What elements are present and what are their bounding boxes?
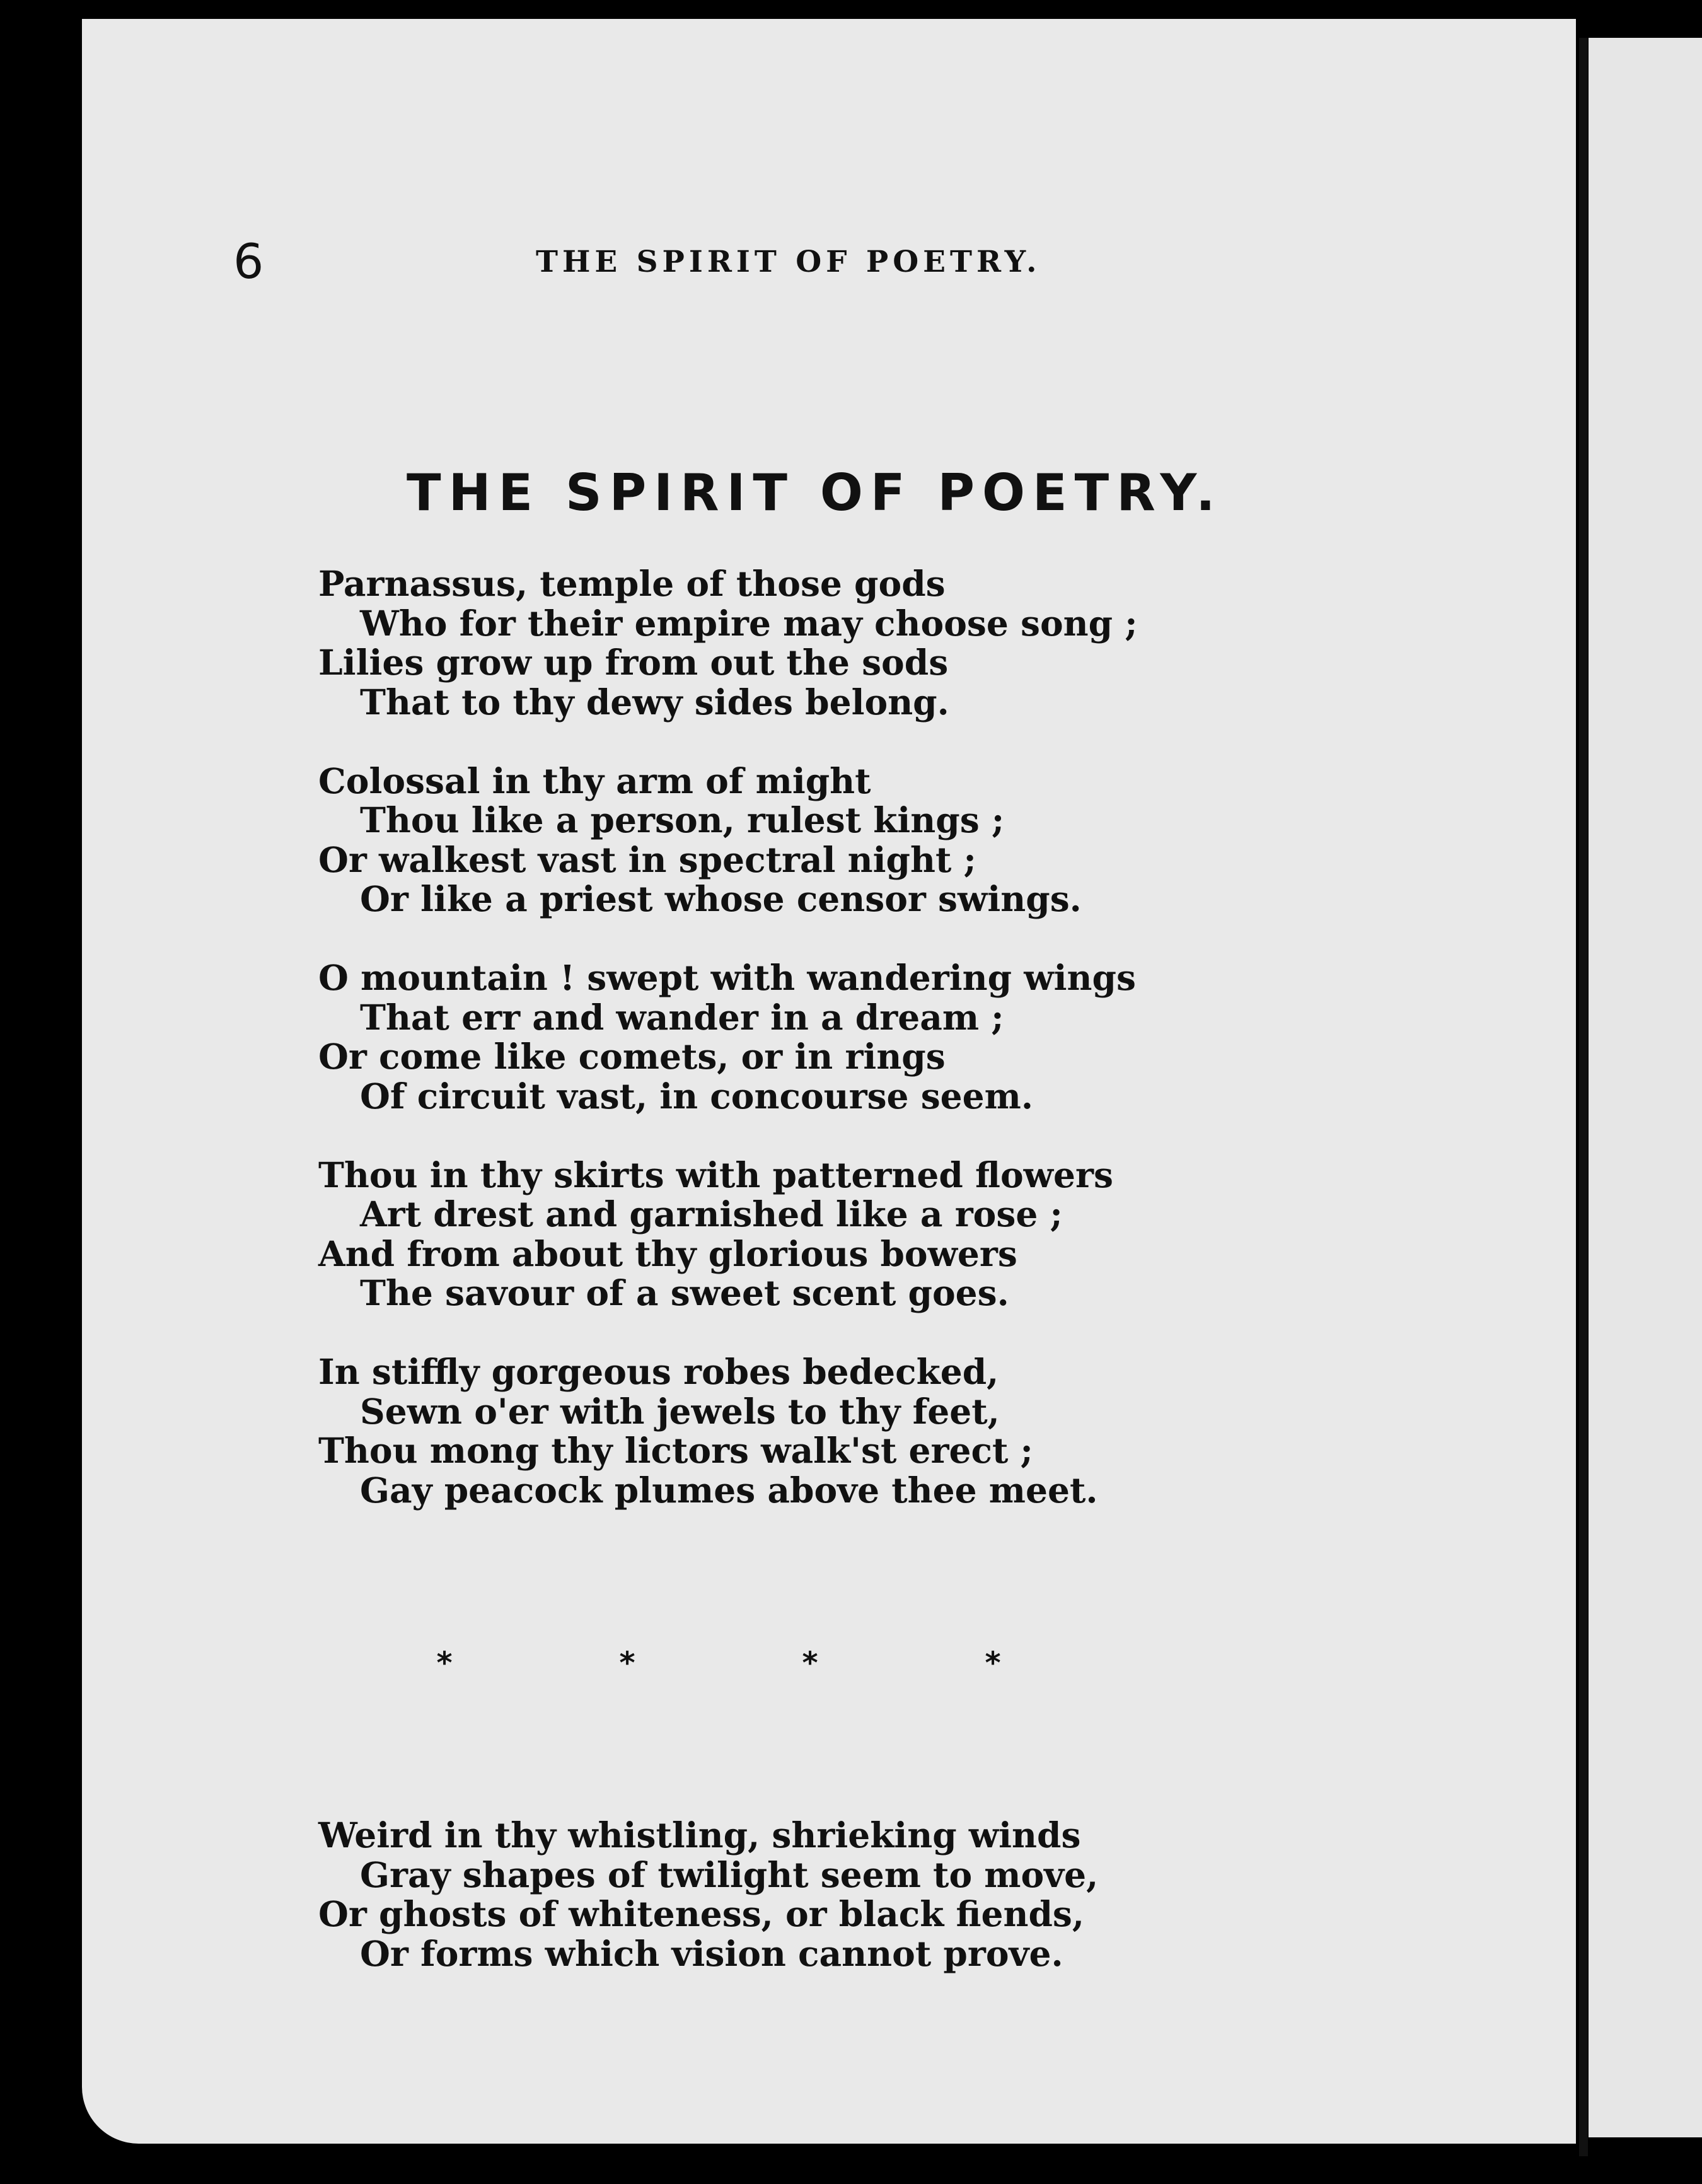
page-number: 6 bbox=[233, 233, 264, 289]
poem-line: Parnassus, temple of those gods bbox=[318, 563, 946, 604]
poem-line: Thou mong thy lictors walk'st erect ; bbox=[318, 1430, 1033, 1471]
facing-page-edge bbox=[1589, 38, 1702, 2137]
poem-line: Gay peacock plumes above thee meet. bbox=[360, 1469, 1098, 1511]
poem-line: Or come like comets, or in rings bbox=[318, 1036, 946, 1077]
poem-line: Weird in thy whistling, shrieking winds bbox=[318, 1815, 1081, 1856]
poem-line: Sewn o'er with jewels to thy feet, bbox=[360, 1390, 1000, 1432]
separator-asterisk: * bbox=[619, 1646, 635, 1681]
poem-line: Thou like a person, rulest kings ; bbox=[360, 799, 1005, 840]
poem-line: Of circuit vast, in concourse seem. bbox=[360, 1075, 1033, 1117]
running-head: THE SPIRIT OF POETRY. bbox=[536, 245, 1041, 279]
poem-line: Lilies grow up from out the sods bbox=[318, 642, 949, 683]
poem-line: Thou in thy skirts with patterned flowers bbox=[318, 1154, 1113, 1195]
section-separator bbox=[435, 1646, 1002, 1681]
poem-line: Or forms which vision cannot prove. bbox=[360, 1932, 1063, 1974]
poem-line: Gray shapes of twilight seem to move, bbox=[360, 1854, 1099, 1895]
page-gutter-line bbox=[1579, 38, 1588, 2156]
poem-line: The savour of a sweet scent goes. bbox=[360, 1272, 1009, 1313]
final-stanza bbox=[318, 1816, 1516, 1973]
stanza-1 bbox=[318, 564, 1516, 722]
poem-line: Or walkest vast in spectral night ; bbox=[318, 839, 976, 880]
separator-asterisk: * bbox=[985, 1646, 1001, 1681]
stanza-2 bbox=[318, 762, 1516, 919]
separator-asterisk: * bbox=[436, 1646, 453, 1681]
poem-line: That err and wander in a dream ; bbox=[360, 996, 1004, 1038]
poem-line: Or ghosts of whiteness, or black fiends, bbox=[318, 1893, 1085, 1934]
stanza-4 bbox=[318, 1156, 1516, 1313]
poem-line: That to thy dewy sides belong. bbox=[360, 681, 949, 723]
poem-line: O mountain ! swept with wandering wings bbox=[318, 957, 1136, 998]
poem-line: Who for their empire may choose song ; bbox=[360, 602, 1138, 644]
stanza-5 bbox=[318, 1352, 1516, 1510]
stanza-3 bbox=[318, 958, 1516, 1116]
poem-body bbox=[318, 564, 1516, 1550]
poem-line: In stiffly gorgeous robes bedecked, bbox=[318, 1351, 999, 1392]
poem-line: Art drest and garnished like a rose ; bbox=[360, 1194, 1063, 1234]
poem-line: Or like a priest whose censor swings. bbox=[360, 878, 1082, 919]
poem-line: And from about thy glorious bowers bbox=[318, 1233, 1017, 1274]
poem-title: THE SPIRIT OF POETRY. bbox=[407, 463, 1223, 522]
poem-line: Colossal in thy arm of might bbox=[318, 760, 871, 801]
separator-asterisk: * bbox=[802, 1646, 818, 1681]
